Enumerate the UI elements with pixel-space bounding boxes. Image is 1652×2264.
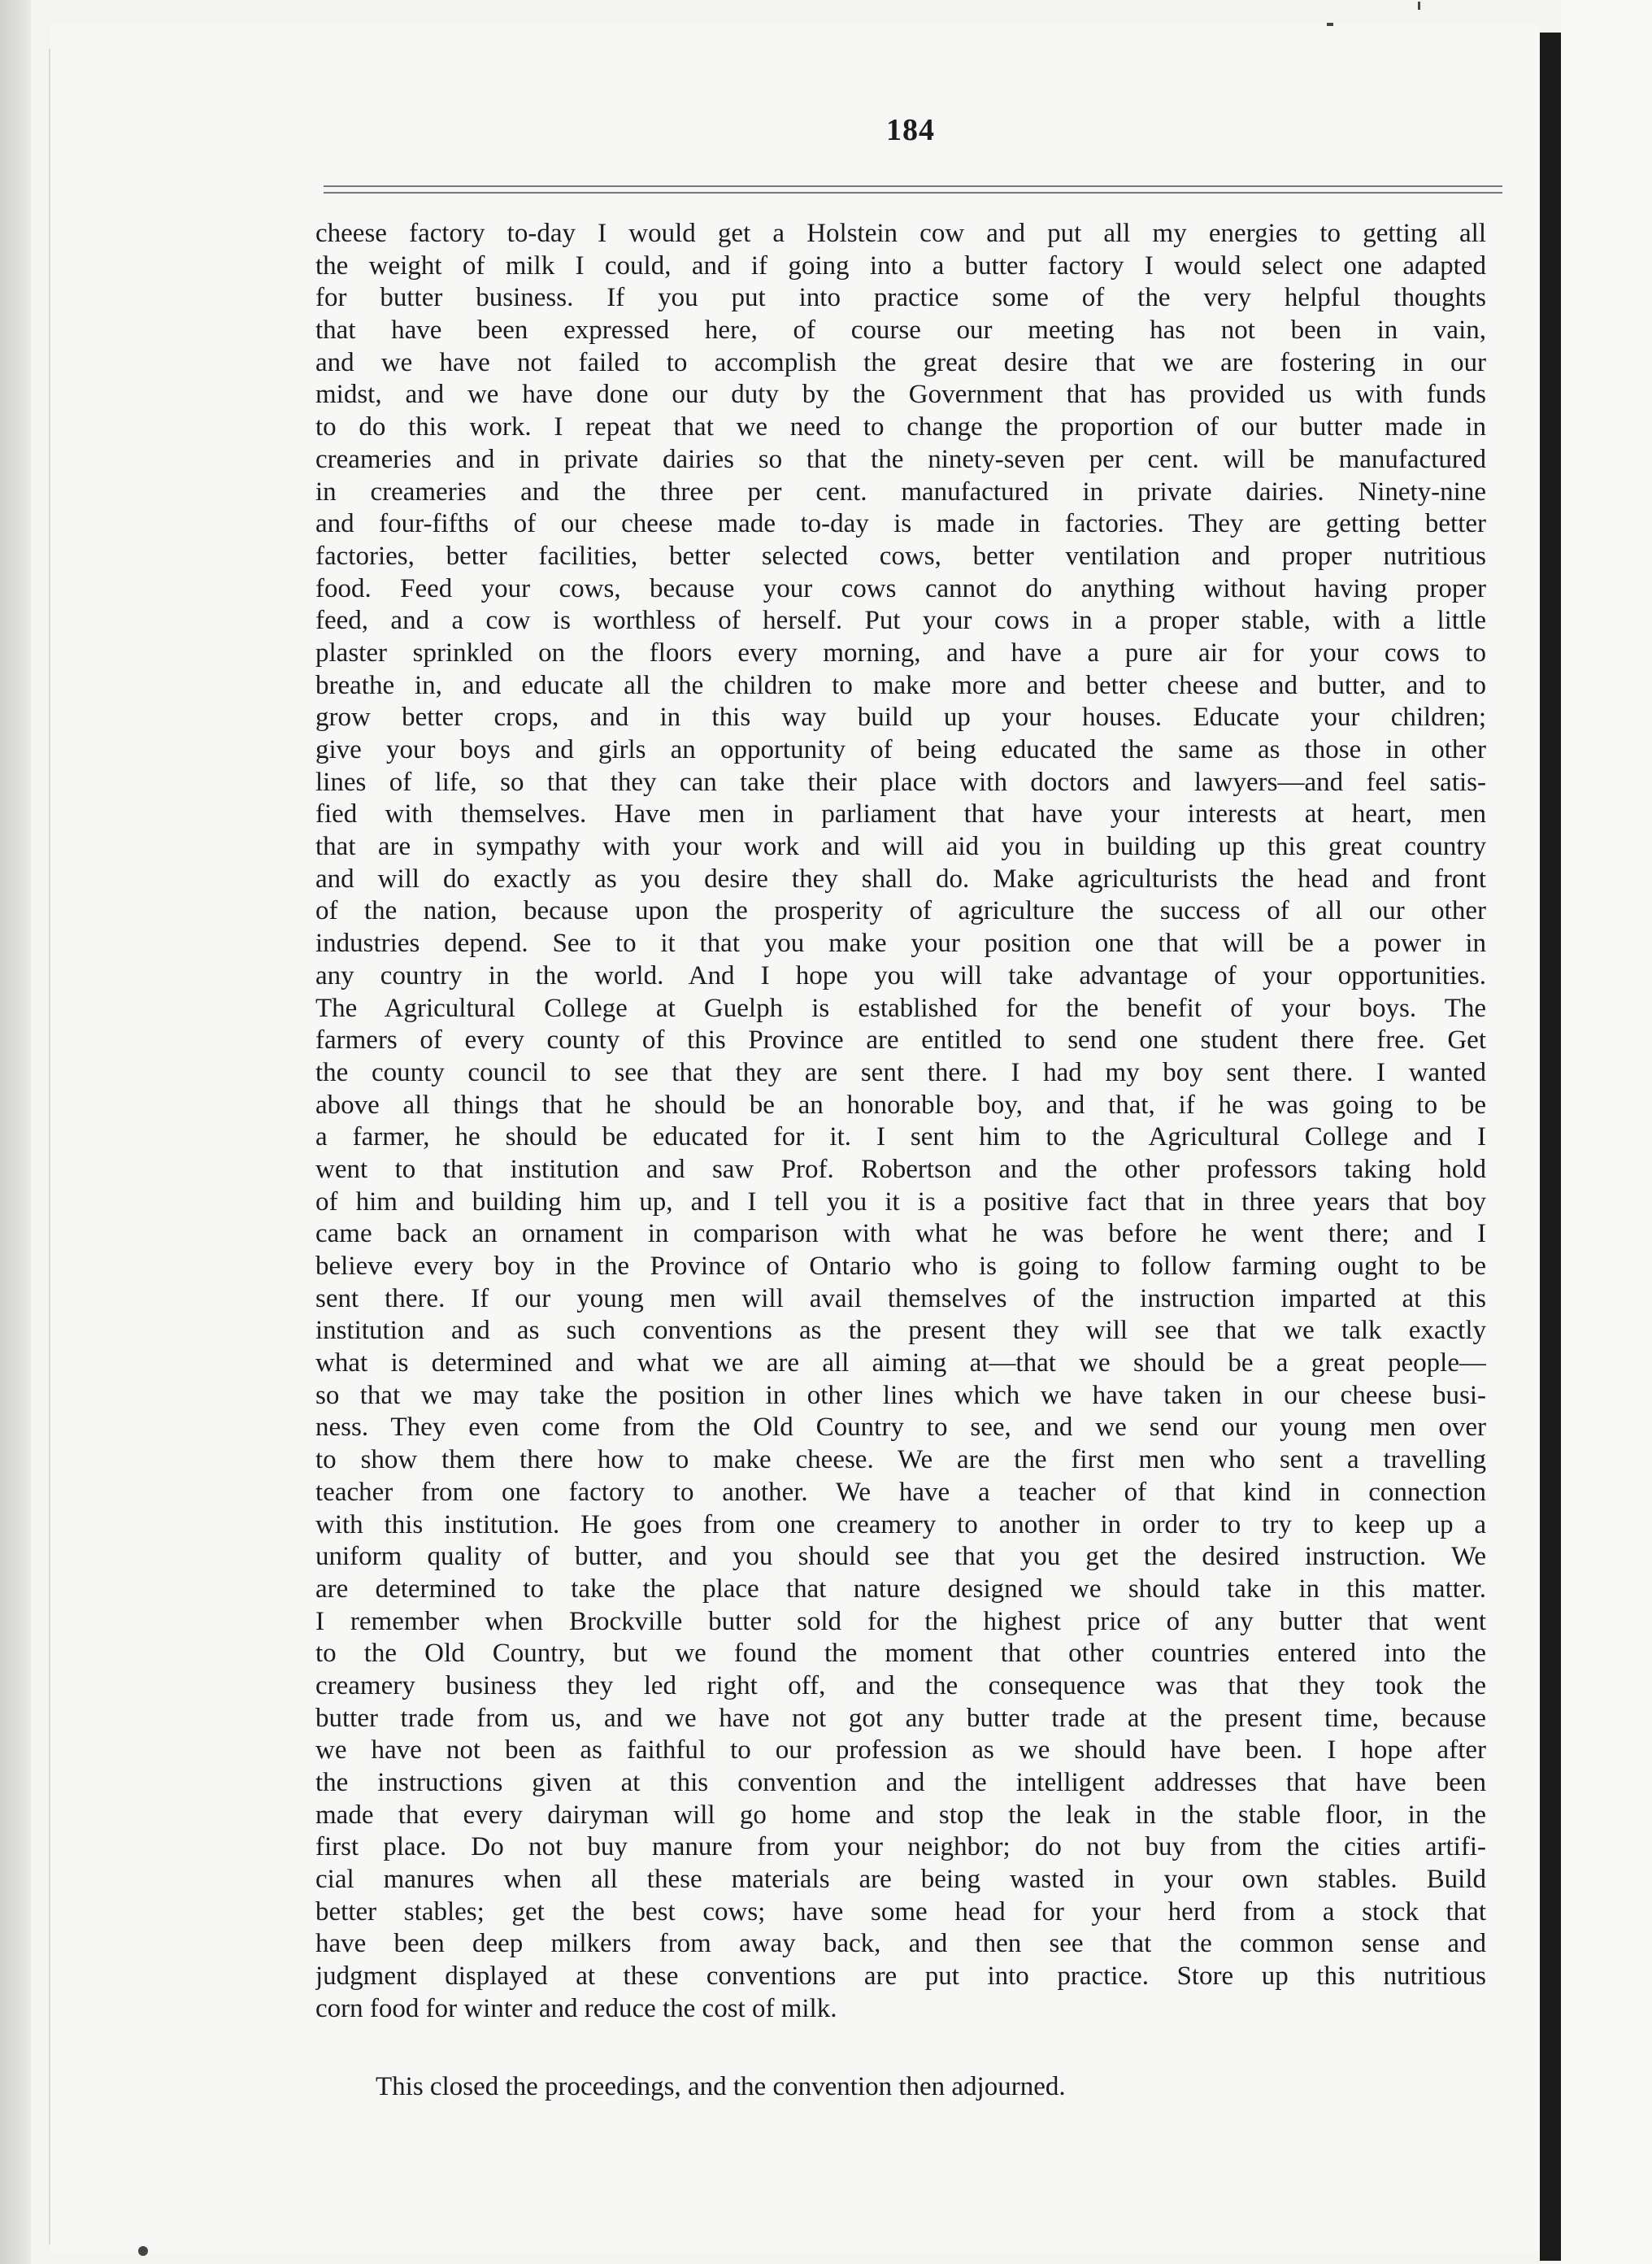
text-line: went to that institution and saw Prof. Robertson and the other professors taking hold bbox=[315, 1154, 1486, 1184]
text-line: farmers of every county of this Province are entitled to send one student there free. Get bbox=[315, 1025, 1486, 1056]
text-line: butter trade from us, and we have not got any butter trade at the present time, because bbox=[315, 1703, 1486, 1733]
text-line: in creameries and the three per cent. manufactured in private dairies. Ninety-nine bbox=[315, 477, 1486, 507]
text-line: corn food for winter and reduce the cost of milk. bbox=[315, 1993, 837, 2023]
text-line: we have not been as faithful to our profession as we should have been. I hope after bbox=[315, 1735, 1486, 1765]
text-line: that have been expressed here, of course our meeting has not been in vain, bbox=[315, 316, 1486, 346]
text-line: are determined to take the place that nature designed we should take in this matter. bbox=[315, 1574, 1486, 1604]
text-line: I remember when Brockville butter sold for the highest price of any butter that went bbox=[315, 1606, 1486, 1636]
text-line: teacher from one factory to another. We have a teacher of that kind in connection bbox=[315, 1477, 1486, 1507]
text-line: give your boys and girls an opportunity of being educated the same as those in other bbox=[315, 735, 1486, 764]
text-line: to show them there how to make cheese. We are the first men who sent a travelling bbox=[315, 1445, 1486, 1475]
text-line: judgment displayed at these conventions are put into practice. Store up this nutritious bbox=[315, 1961, 1486, 1992]
text-line: came back an ornament in comparison with what he was before he went there; and I bbox=[315, 1219, 1486, 1249]
text-line: to do this work. I repeat that we need to change the proportion of our butter made in bbox=[315, 412, 1486, 442]
text-line: believe every boy in the Province of Ontario who is going to follow farming ought to be bbox=[315, 1252, 1486, 1281]
text-line: breathe in, and educate all the children to make more and better cheese and butter, and to bbox=[315, 670, 1486, 700]
text-line: industries depend. See to it that you make your position one that will be a power in bbox=[315, 929, 1486, 959]
text-line: the county council to see that they are sent there. I had my boy sent there. I wanted bbox=[315, 1057, 1486, 1087]
text-line: above all things that he should be an honorable boy, and that, if he was going to be bbox=[315, 1090, 1486, 1120]
text-line: what is determined and what we are all aiming at—that we should be a great people— bbox=[315, 1348, 1486, 1378]
text-line: so that we may take the position in other lines which we have taken in our cheese busi- bbox=[315, 1380, 1486, 1410]
text-line: and will do exactly as you desire they shall do. Make agriculturists the head and front bbox=[315, 864, 1486, 894]
text-line: to the Old Country, but we found the moment that other countries entered into the bbox=[315, 1639, 1486, 1669]
text-line: food. Feed your cows, because your cows cannot do anything without having proper bbox=[315, 573, 1486, 603]
text-line: any country in the world. And I hope you will take advantage of your opportunities. bbox=[315, 960, 1486, 990]
text-line: and we have not failed to accomplish the great desire that we are fostering in our bbox=[315, 347, 1486, 377]
text-line: feed, and a cow is worthless of herself. Put your cows in a proper stable, with a little bbox=[315, 606, 1486, 636]
text-line: a farmer, he should be educated for it. I sent him to the Agricultural College and I bbox=[315, 1122, 1486, 1152]
text-line: and four-fifths of our cheese made to-day is made in factories. They are getting better bbox=[315, 509, 1486, 539]
page-number: 184 bbox=[886, 113, 935, 147]
text-line: better stables; get the best cows; have some head for your herd from a stock that bbox=[315, 1896, 1486, 1927]
text-line: of him and building him up, and I tell you it is a positive fact that in three years that boy bbox=[315, 1186, 1486, 1217]
text-line: of the nation, because upon the prosperity of agriculture the success of all our other bbox=[315, 896, 1486, 926]
scan-left-edge bbox=[0, 0, 31, 2264]
text-line: lines of life, so that they can take their place with doctors and lawyers—and feel satis- bbox=[315, 767, 1486, 797]
text-line: midst, and we have done our duty by the Government that has provided us with funds bbox=[315, 380, 1486, 410]
scan-speck bbox=[138, 2246, 148, 2256]
text-line: grow better crops, and in this way build up your houses. Educate your children; bbox=[315, 703, 1486, 733]
scan-binding-shadow bbox=[1540, 33, 1561, 2261]
text-line: uniform quality of butter, and you should see that you get the desired instruction. We bbox=[315, 1542, 1486, 1572]
text-line: creameries and in private dairies so that the ninety-seven per cent. will be manufactured bbox=[315, 444, 1486, 474]
text-line: made that every dairyman will go home and stop the leak in the stable floor, in the bbox=[315, 1800, 1486, 1830]
scan-speck bbox=[1327, 23, 1333, 26]
scan-right-margin bbox=[1561, 0, 1652, 2264]
text-line: factories, better facilities, better selected cows, better ventilation and proper nutritious bbox=[315, 541, 1486, 571]
text-line: have been deep milkers from away back, and then see that the common sense and bbox=[315, 1929, 1486, 1959]
text-line: institution and as such conventions as the present they will see that we talk exactly bbox=[315, 1316, 1486, 1346]
text-line: with this institution. He goes from one creamery to another in order to try to keep up a bbox=[315, 1509, 1486, 1539]
scan-speck bbox=[1418, 2, 1420, 10]
text-line: fied with themselves. Have men in parliament that have your interests at heart, men bbox=[315, 799, 1486, 829]
closing-line: This closed the proceedings, and the convention then adjourned. bbox=[376, 2072, 1066, 2101]
text-line: first place. Do not buy manure from your neighbor; do not buy from the cities artifi- bbox=[315, 1832, 1486, 1862]
text-line: ness. They even come from the Old Country to see, and we send our young men over bbox=[315, 1413, 1486, 1443]
text-line: the weight of milk I could, and if going into a butter factory I would select one adapted bbox=[315, 250, 1486, 281]
text-line: cheese factory to-day I would get a Holstein cow and put all my energies to getting all bbox=[315, 219, 1486, 248]
text-line: cial manures when all these materials are being wasted in your own stables. Build bbox=[315, 1865, 1486, 1895]
body-paragraph bbox=[315, 218, 1486, 2026]
text-line: the instructions given at this convention and the intelligent addresses that have been bbox=[315, 1768, 1486, 1797]
text-line: for butter business. If you put into practice some of the very helpful thoughts bbox=[315, 283, 1486, 313]
text-line: that are in sympathy with your work and will aid you in building up this great country bbox=[315, 832, 1486, 862]
text-line: plaster sprinkled on the floors every morning, and have a pure air for your cows to bbox=[315, 638, 1486, 668]
text-line: sent there. If our young men will avail themselves of the instruction imparted at this bbox=[315, 1283, 1486, 1313]
header-rule bbox=[324, 185, 1502, 187]
text-line: creamery business they led right off, and the consequence was that they took the bbox=[315, 1670, 1486, 1700]
header-rule bbox=[324, 192, 1502, 194]
text-line: The Agricultural College at Guelph is established for the benefit of your boys. The bbox=[315, 993, 1486, 1023]
